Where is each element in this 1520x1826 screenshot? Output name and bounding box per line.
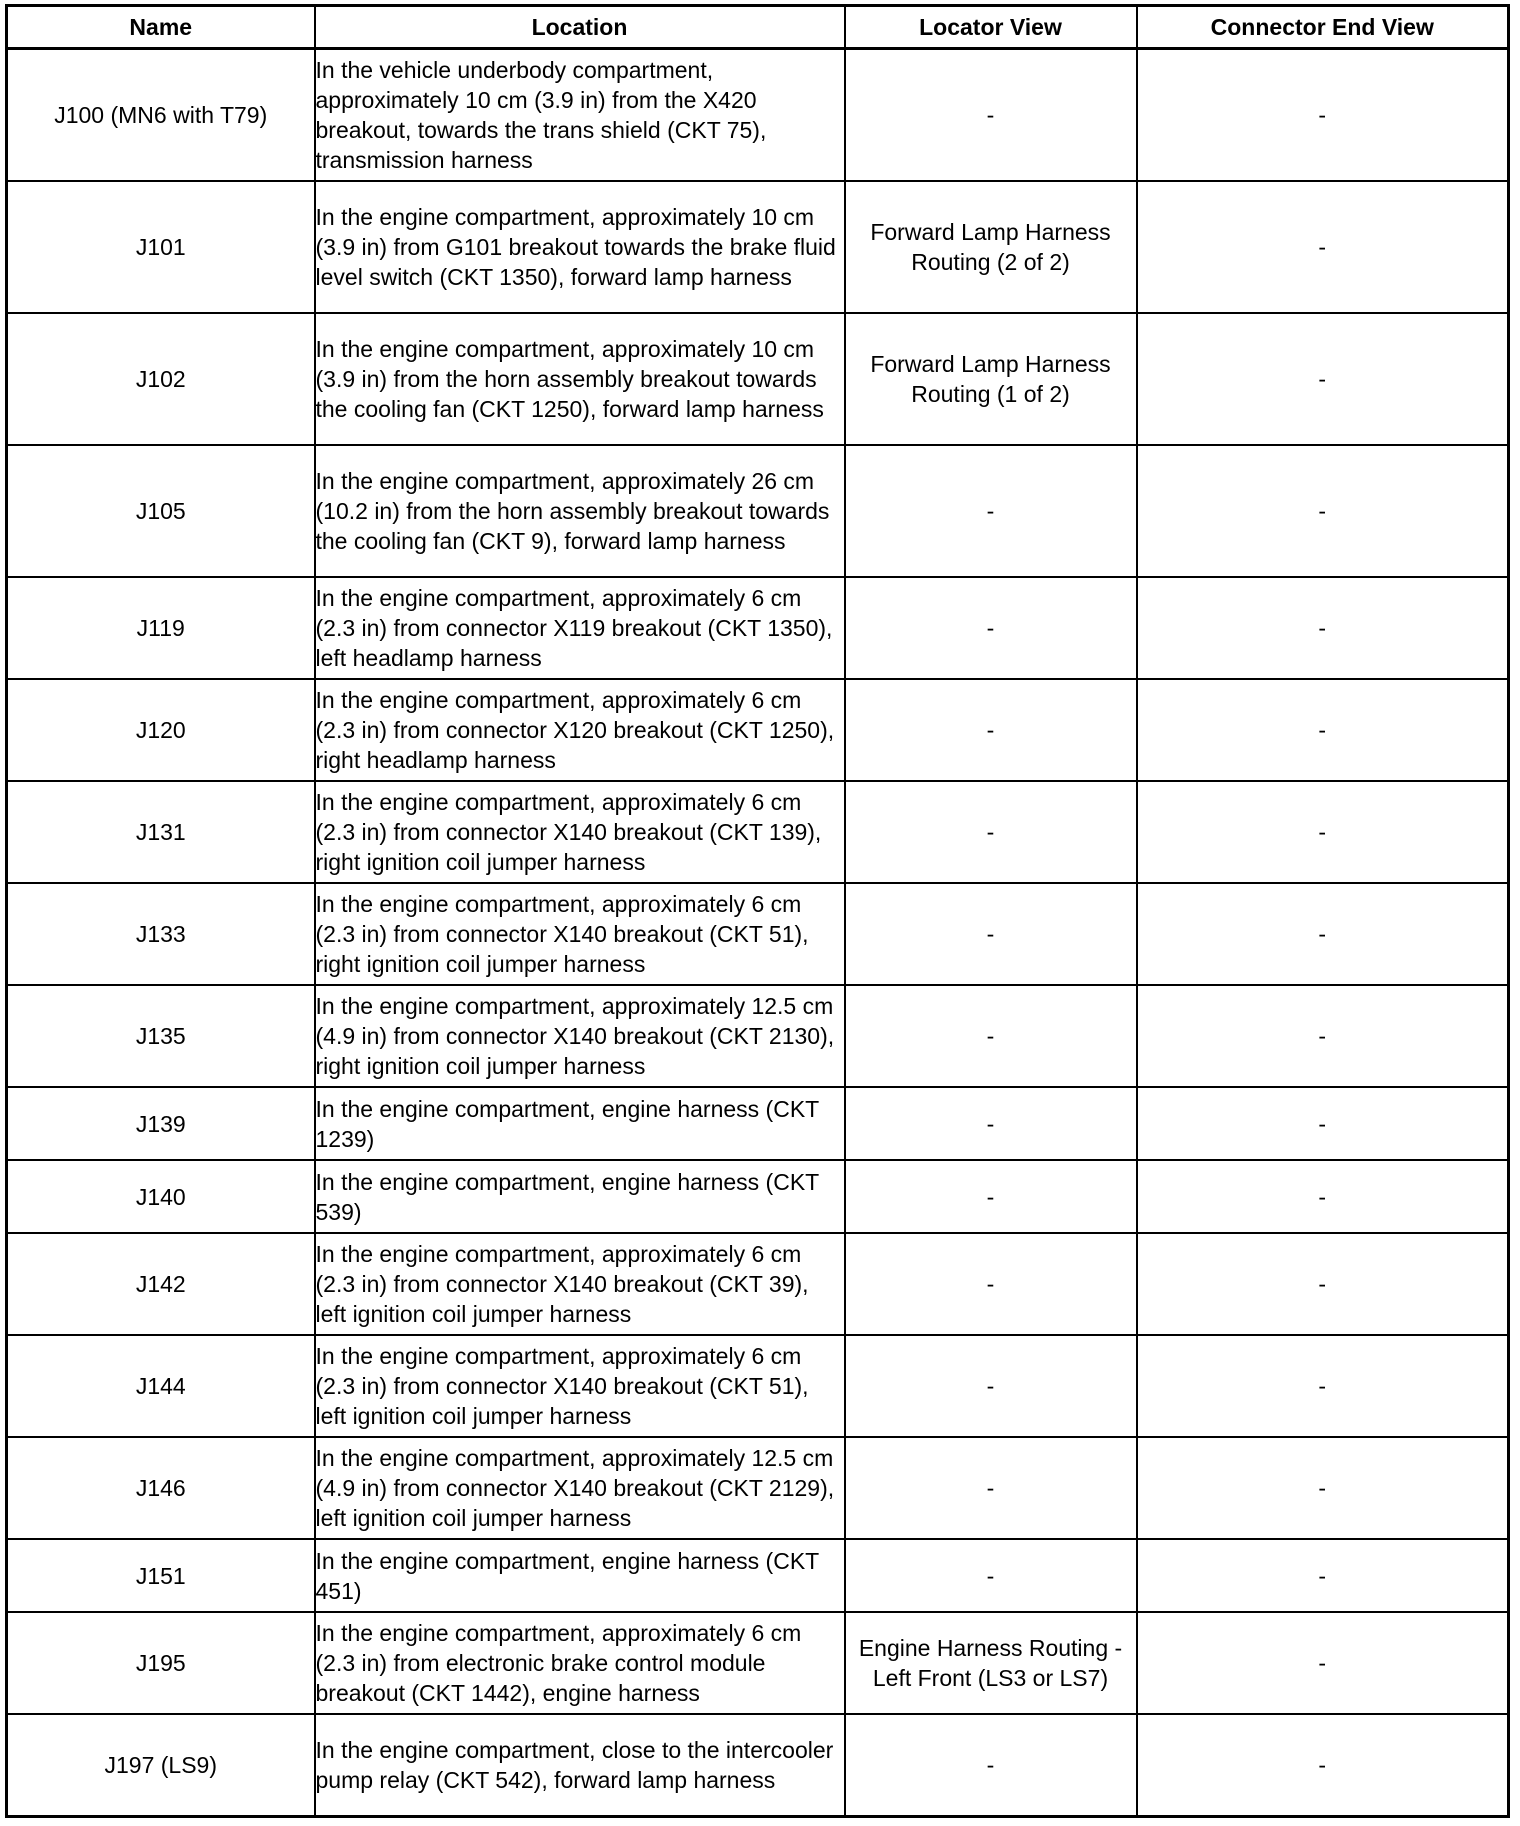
table-row <box>7 1087 1509 1160</box>
table-row <box>7 883 1509 985</box>
table-row <box>7 577 1509 679</box>
table-row <box>7 1437 1509 1539</box>
cell-location: In the engine compartment, approximately 26 cm (10.2 in) from the horn assembly breakout towards the cooling fan (CKT 9), forward lamp harness <box>315 445 845 577</box>
cell-connector-end-view: - <box>1137 445 1509 577</box>
header-locator-view: Locator View <box>845 6 1137 49</box>
cell-name: J142 <box>7 1233 315 1335</box>
cell-connector-end-view: - <box>1137 181 1509 313</box>
cell-name: J140 <box>7 1160 315 1233</box>
cell-name: J101 <box>7 181 315 313</box>
header-connector-end-view: Connector End View <box>1137 6 1509 49</box>
cell-name: J197 (LS9) <box>7 1714 315 1817</box>
cell-connector-end-view: - <box>1137 679 1509 781</box>
cell-location: In the engine compartment, approximately 6 cm (2.3 in) from connector X140 breakout (CKT 139), right ignition coil jumper harness <box>315 781 845 883</box>
cell-connector-end-view: - <box>1137 781 1509 883</box>
cell-connector-end-view: - <box>1137 1160 1509 1233</box>
cell-locator-view: - <box>845 577 1137 679</box>
cell-location: In the engine compartment, engine harness (CKT 539) <box>315 1160 845 1233</box>
cell-name: J119 <box>7 577 315 679</box>
cell-connector-end-view: - <box>1137 1335 1509 1437</box>
header-location: Location <box>315 6 845 49</box>
cell-location: In the engine compartment, approximately 12.5 cm (4.9 in) from connector X140 breakout (CKT 2129), left ignition coil jumper harness <box>315 1437 845 1539</box>
cell-connector-end-view: - <box>1137 313 1509 445</box>
cell-connector-end-view: - <box>1137 1714 1509 1817</box>
table-row <box>7 181 1509 313</box>
table-row <box>7 445 1509 577</box>
table-row <box>7 1612 1509 1714</box>
cell-connector-end-view: - <box>1137 883 1509 985</box>
cell-locator-view: - <box>845 445 1137 577</box>
cell-location: In the engine compartment, approximately 6 cm (2.3 in) from connector X140 breakout (CKT 51), left ignition coil jumper harness <box>315 1335 845 1437</box>
table-row <box>7 1335 1509 1437</box>
cell-locator-view: - <box>845 1714 1137 1817</box>
splice-location-table <box>5 4 1510 1818</box>
cell-connector-end-view: - <box>1137 985 1509 1087</box>
cell-locator-view: - <box>845 679 1137 781</box>
cell-connector-end-view: - <box>1137 49 1509 182</box>
table-row <box>7 1714 1509 1817</box>
header-name: Name <box>7 6 315 49</box>
table-header-row <box>7 6 1509 49</box>
cell-location: In the engine compartment, approximately 10 cm (3.9 in) from the horn assembly breakout towards the cooling fan (CKT 1250), forward lamp harness <box>315 313 845 445</box>
cell-locator-view: - <box>845 1233 1137 1335</box>
cell-location: In the engine compartment, approximately 12.5 cm (4.9 in) from connector X140 breakout (CKT 2130), right ignition coil jumper harness <box>315 985 845 1087</box>
cell-locator-view: - <box>845 1437 1137 1539</box>
cell-connector-end-view: - <box>1137 1539 1509 1612</box>
cell-locator-view: - <box>845 1160 1137 1233</box>
table-row <box>7 985 1509 1087</box>
cell-connector-end-view: - <box>1137 1437 1509 1539</box>
cell-connector-end-view: - <box>1137 1087 1509 1160</box>
cell-locator-view-link[interactable]: Forward Lamp Harness Routing (1 of 2) <box>845 313 1137 445</box>
cell-locator-view-link[interactable]: Engine Harness Routing - Left Front (LS3 or LS7) <box>845 1612 1137 1714</box>
cell-name: J120 <box>7 679 315 781</box>
cell-locator-view: - <box>845 1539 1137 1612</box>
cell-location: In the vehicle underbody compartment, approximately 10 cm (3.9 in) from the X420 breakout, towards the trans shield (CKT 75), transmission harness <box>315 49 845 182</box>
table-row <box>7 49 1509 182</box>
table-row <box>7 1233 1509 1335</box>
table-row <box>7 313 1509 445</box>
cell-location: In the engine compartment, approximately 6 cm (2.3 in) from electronic brake control module breakout (CKT 1442), engine harness <box>315 1612 845 1714</box>
cell-name: J144 <box>7 1335 315 1437</box>
cell-name: J195 <box>7 1612 315 1714</box>
cell-location: In the engine compartment, approximately 10 cm (3.9 in) from G101 breakout towards the brake fluid level switch (CKT 1350), forward lamp harness <box>315 181 845 313</box>
cell-location: In the engine compartment, approximately 6 cm (2.3 in) from connector X140 breakout (CKT 51), right ignition coil jumper harness <box>315 883 845 985</box>
splice-table-container <box>5 4 1510 1818</box>
cell-name: J135 <box>7 985 315 1087</box>
cell-connector-end-view: - <box>1137 1612 1509 1714</box>
cell-location: In the engine compartment, approximately 6 cm (2.3 in) from connector X120 breakout (CKT 1250), right headlamp harness <box>315 679 845 781</box>
cell-name: J102 <box>7 313 315 445</box>
cell-name: J131 <box>7 781 315 883</box>
table-row <box>7 1160 1509 1233</box>
table-row <box>7 679 1509 781</box>
cell-locator-view: - <box>845 1335 1137 1437</box>
cell-name: J100 (MN6 with T79) <box>7 49 315 182</box>
cell-name: J133 <box>7 883 315 985</box>
table-row <box>7 781 1509 883</box>
cell-location: In the engine compartment, engine harness (CKT 1239) <box>315 1087 845 1160</box>
cell-location: In the engine compartment, approximately 6 cm (2.3 in) from connector X119 breakout (CKT 1350), left headlamp harness <box>315 577 845 679</box>
cell-location: In the engine compartment, close to the intercooler pump relay (CKT 542), forward lamp harness <box>315 1714 845 1817</box>
cell-name: J151 <box>7 1539 315 1612</box>
table-row <box>7 1539 1509 1612</box>
cell-locator-view: - <box>845 985 1137 1087</box>
cell-name: J146 <box>7 1437 315 1539</box>
cell-name: J105 <box>7 445 315 577</box>
cell-name: J139 <box>7 1087 315 1160</box>
cell-location: In the engine compartment, approximately 6 cm (2.3 in) from connector X140 breakout (CKT 39), left ignition coil jumper harness <box>315 1233 845 1335</box>
cell-locator-view-link[interactable]: Forward Lamp Harness Routing (2 of 2) <box>845 181 1137 313</box>
cell-locator-view: - <box>845 883 1137 985</box>
cell-connector-end-view: - <box>1137 1233 1509 1335</box>
cell-locator-view: - <box>845 49 1137 182</box>
cell-locator-view: - <box>845 1087 1137 1160</box>
cell-location: In the engine compartment, engine harness (CKT 451) <box>315 1539 845 1612</box>
cell-connector-end-view: - <box>1137 577 1509 679</box>
cell-locator-view: - <box>845 781 1137 883</box>
